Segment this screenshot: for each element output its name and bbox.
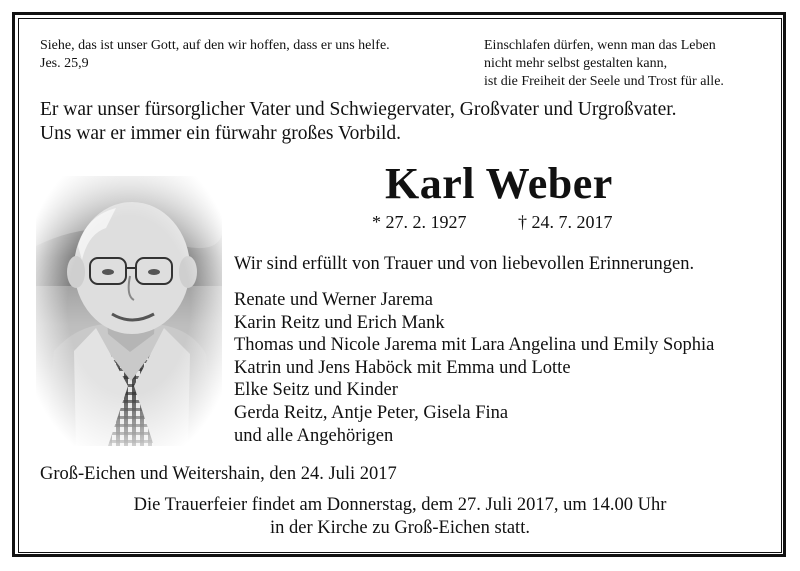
verse-right-line: ist die Freiheit der Seele und Trost für alle.	[484, 74, 724, 89]
mourner-entry: Katrin und Jens Haböck mit Emma und Lotte	[234, 357, 571, 378]
verse-left-reference: Jes. 25,9	[40, 56, 89, 71]
mourner-entry: Thomas und Nicole Jarema mit Lara Angelina und Emily Sophia	[234, 335, 715, 356]
intro-line: Uns war er immer ein fürwahr großes Vorbild.	[40, 123, 402, 144]
verse-right-line: nicht mehr selbst gestalten kann,	[484, 56, 668, 71]
mourner-entry: Elke Seitz und Kinder	[234, 380, 398, 401]
mourners-list	[234, 289, 714, 447]
funeral-notice	[20, 494, 780, 539]
intro-line: Er war unser fürsorglicher Vater und Schwiegervater, Großvater und Urgroßvater.	[40, 99, 677, 120]
mourner-entry: und alle Angehörigen	[234, 425, 394, 446]
deceased-name: Karl Weber	[385, 159, 613, 208]
portrait-image	[36, 176, 222, 446]
verse-right-line: Einschlafen dürfen, wenn man das Leben	[484, 38, 716, 53]
intro-text	[40, 98, 677, 146]
verse-left	[40, 37, 390, 73]
mourner-entry: Karin Reitz und Erich Mank	[234, 312, 445, 333]
mourner-entry: Gerda Reitz, Antje Peter, Gisela Fina	[234, 402, 509, 423]
mourner-entry: Renate und Werner Jarema	[234, 290, 434, 310]
birth-date: * 27. 2. 1927	[372, 212, 467, 232]
death-date: † 24. 7. 2017	[518, 212, 613, 232]
verse-left-text: Siehe, das ist unser Gott, auf den wir hoffen, dass er uns helfe.	[40, 38, 390, 53]
grief-statement: Wir sind erfüllt von Trauer und von liebevollen Erinnerungen.	[234, 254, 695, 274]
verse-right	[484, 37, 724, 91]
place-date: Groß-Eichen und Weitershain, den 24. Juli 2017	[40, 464, 397, 484]
portrait-photo	[36, 176, 222, 446]
funeral-line: Die Trauerfeier findet am Donnerstag, dem 27. Juli 2017, um 14.00 Uhr	[133, 495, 667, 515]
funeral-line: in der Kirche zu Groß-Eichen statt.	[270, 517, 530, 538]
